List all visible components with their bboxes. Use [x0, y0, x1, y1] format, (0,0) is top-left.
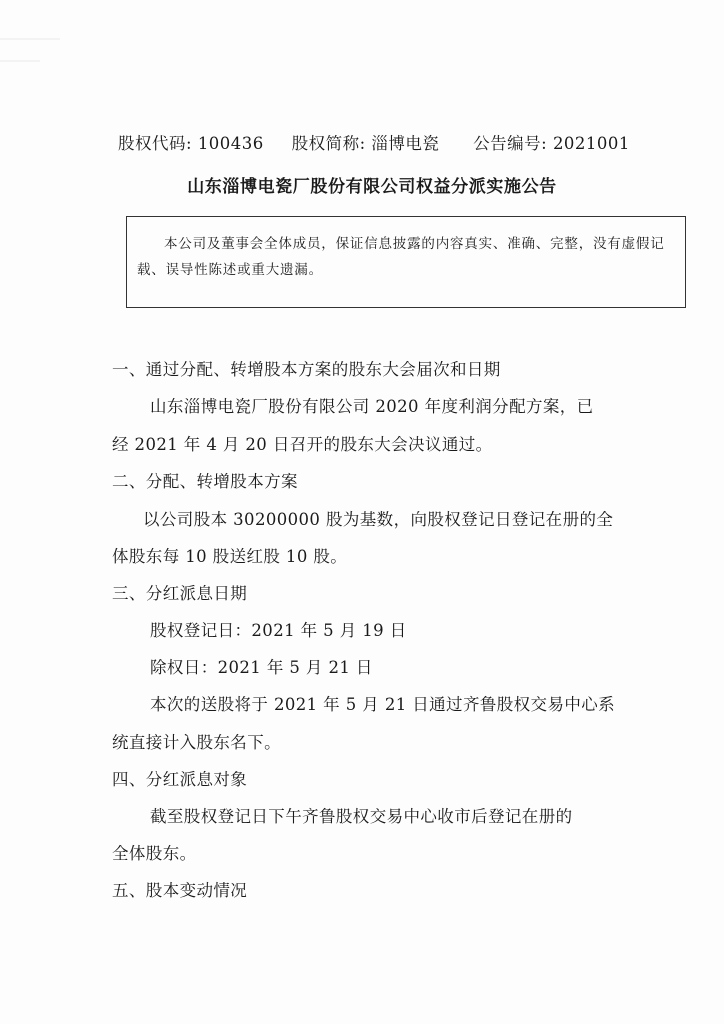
disclosure-statement-box: [126, 216, 686, 308]
paragraph-line: 统直接计入股东名下。: [112, 733, 281, 752]
stock-code-value: 100436: [197, 134, 264, 153]
stock-name-label: 股权简称:: [291, 134, 366, 153]
scan-artifact: [0, 38, 60, 40]
paragraph-line: 经 2021 年 4 月 20 日召开的股东大会决议通过。: [112, 435, 493, 454]
scan-artifact: [0, 60, 40, 62]
paragraph-line: 全体股东。: [112, 844, 197, 863]
paragraph-line: 体股东每 10 股送红股 10 股。: [112, 547, 348, 566]
section-heading: 四、分红派息对象: [112, 770, 248, 789]
paragraph-line: 山东淄博电瓷厂股份有限公司 2020 年度利润分配方案，已: [150, 397, 594, 416]
paragraph-line: 本次的送股将于 2021 年 5 月 21 日通过齐鲁股权交易中心系: [150, 695, 616, 714]
record-date-line: 股权登记日：2021 年 5 月 19 日: [150, 621, 407, 640]
stock-info-header: [118, 130, 630, 154]
section-heading: 三、分红派息日期: [112, 584, 248, 603]
notice-number-label: 公告编号:: [473, 134, 548, 153]
section-heading: 二、分配、转增股本方案: [112, 472, 298, 491]
section-heading: 五、股本变动情况: [112, 881, 248, 900]
stock-code-label: 股权代码:: [118, 134, 193, 153]
paragraph-line: 以公司股本 30200000 股为基数，向股权登记日登记在册的全: [143, 510, 614, 529]
document-title: 山东淄博电瓷厂股份有限公司权益分派实施公告: [187, 177, 557, 197]
disclosure-statement-text: 本公司及董事会全体成员，保证信息披露的内容真实、准确、完整，没有虚假记载、误导性陈述或重大遗漏。: [137, 236, 665, 278]
stock-name-value: 淄博电瓷: [371, 134, 440, 153]
ex-rights-date-line: 除权日：2021 年 5 月 21 日: [150, 658, 373, 677]
notice-number-value: 2021001: [552, 134, 630, 153]
paragraph-line: 截至股权登记日下午齐鲁股权交易中心收市后登记在册的: [150, 807, 573, 826]
section-heading: 一、通过分配、转增股本方案的股东大会届次和日期: [112, 360, 501, 379]
